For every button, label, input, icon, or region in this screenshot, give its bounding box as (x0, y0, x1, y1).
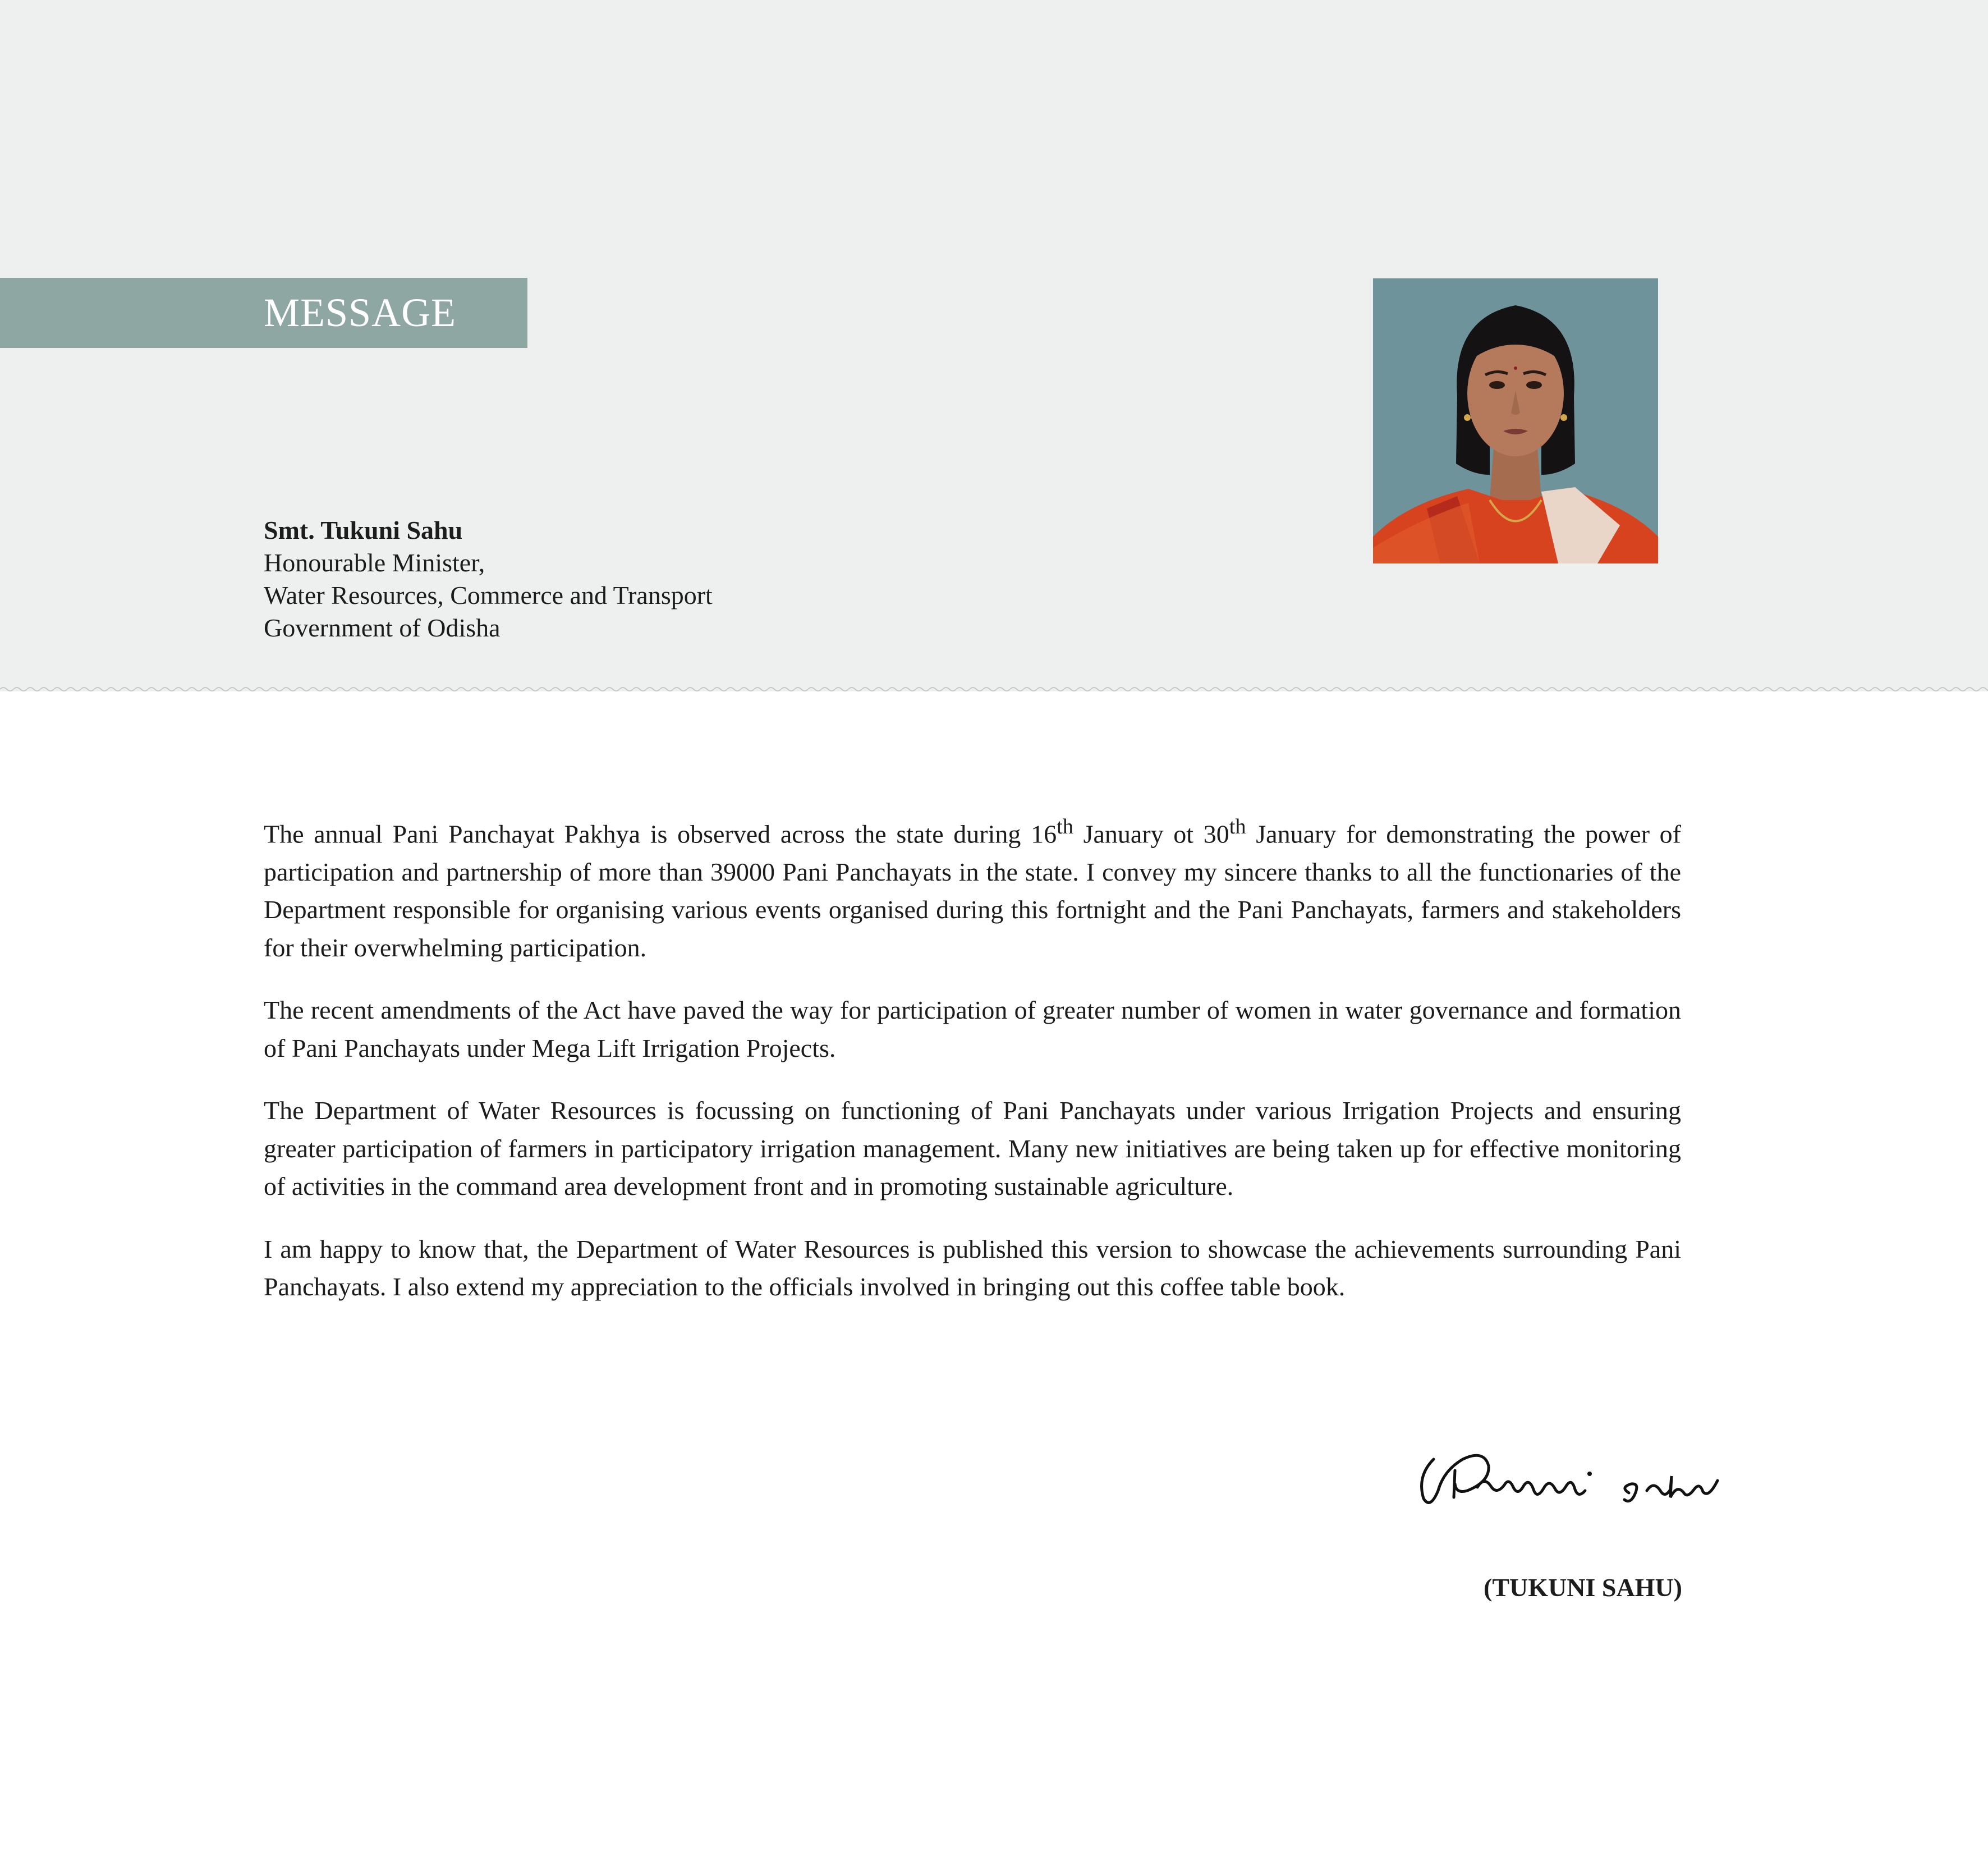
sender-portfolio: Water Resources, Commerce and Transport (264, 581, 713, 609)
minister-portrait (1373, 278, 1658, 563)
message-paragraph-1 (264, 808, 1681, 966)
sender-name: Smt. Tukuni Sahu (264, 516, 463, 544)
message-paragraph-3: The Department of Water Resources is focussing on functioning of Pani Panchayats under various Irrigation Projects and ensuring greater participation of farmers in participatory irrigation management. Many new initiatives are being taken up for effective monitoring of activities in the command area development front and in promoting sustainable agriculture. (264, 1096, 1681, 1201)
message-paragraph-4: I am happy to know that, the Department of Water Resources is published this version to showcase the achievements surrounding Pani Panchayats. I also extend my appreciation to the officials involved in bringing out this coffee table book. (264, 1234, 1681, 1302)
wavy-divider (0, 684, 1988, 700)
p1-superscript-2: th (1229, 815, 1246, 838)
message-heading-tab (0, 278, 527, 348)
p1-text-b: January ot 30 (1073, 819, 1229, 849)
sender-block (264, 514, 713, 644)
handwritten-signature (1411, 1437, 1748, 1538)
p1-text-a: The annual Pani Panchayat Pakhya is observed across the state during 16 (264, 819, 1057, 849)
p1-text-c: January for demonstrating the power of participation and partnership of more than 39000 Pani Panchayats in the state. I convey my sincere thanks to all the functionaries of the Department responsible for organising various events organised during this fortnight and the Pani Panchayats, farmers and stakeholders for their overwhelming participation. (264, 819, 1681, 962)
message-heading: MESSAGE (264, 290, 457, 335)
p1-superscript-1: th (1057, 815, 1073, 838)
message-paragraph-2: The recent amendments of the Act have paved the way for participation of greater number of women in water governance and formation of Pani Panchayats under Mega Lift Irrigation Projects. (264, 996, 1681, 1062)
sender-government: Government of Odisha (264, 613, 501, 642)
sender-title: Honourable Minister, (264, 548, 485, 577)
message-body (264, 808, 1681, 1331)
signatory-name: (TUKUNI SAHU) (1484, 1573, 1682, 1602)
